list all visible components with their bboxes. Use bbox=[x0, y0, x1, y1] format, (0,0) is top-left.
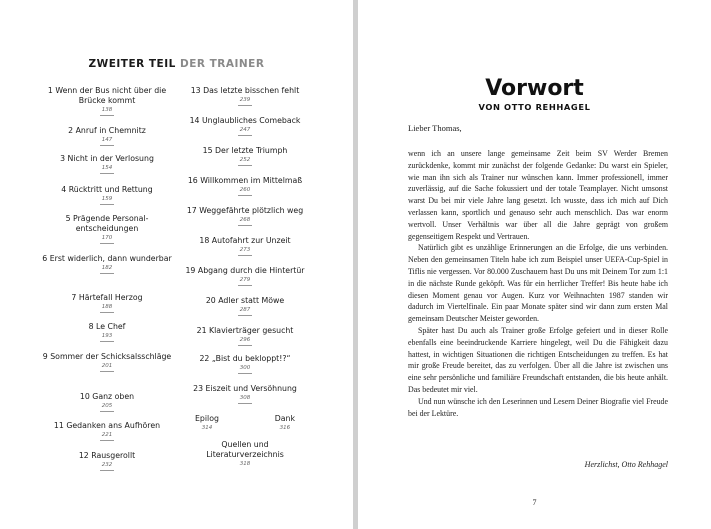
toc-entry-number: 10 bbox=[79, 392, 90, 401]
toc-entry[interactable] bbox=[180, 354, 310, 374]
toc-divider bbox=[238, 225, 252, 226]
toc-entry-text: Nicht in der Verlosung bbox=[67, 154, 154, 163]
toc-divider bbox=[100, 371, 114, 372]
letter-body bbox=[408, 148, 668, 419]
toc-entry-title bbox=[180, 176, 310, 186]
toc-entry[interactable] bbox=[42, 352, 172, 372]
toc-entry-title bbox=[42, 322, 172, 332]
toc-entry-title bbox=[42, 352, 172, 362]
toc-divider bbox=[100, 470, 114, 471]
toc-entry-page: 318 bbox=[239, 461, 251, 467]
toc-epilog-dank bbox=[195, 414, 295, 431]
toc-entry[interactable] bbox=[42, 451, 172, 471]
toc-entry-page: 314 bbox=[201, 425, 213, 431]
toc-entry-title bbox=[42, 392, 172, 402]
toc-divider bbox=[100, 411, 114, 412]
toc-entry-page: 188 bbox=[101, 304, 113, 310]
toc-divider bbox=[100, 440, 114, 441]
toc-entry-title bbox=[180, 326, 310, 336]
toc-entry[interactable] bbox=[42, 154, 172, 174]
toc-entry-number: 22 bbox=[199, 354, 210, 363]
toc-entry-text: Erst widerlich, dann wunderbar bbox=[49, 254, 172, 263]
toc-entry-number: 23 bbox=[193, 384, 204, 393]
toc-entry-page: 252 bbox=[239, 157, 251, 163]
toc-entry[interactable] bbox=[180, 266, 310, 286]
toc-entry-title: Epilog bbox=[195, 414, 219, 423]
toc-entry-title bbox=[42, 451, 172, 461]
toc-entry-title: Quellen und Literaturverzeichnis bbox=[206, 440, 284, 459]
toc-entry-page: 247 bbox=[239, 127, 251, 133]
toc-entry-page: 239 bbox=[239, 97, 251, 103]
toc-divider bbox=[238, 345, 252, 346]
part-title bbox=[0, 58, 353, 70]
toc-divider bbox=[238, 373, 252, 374]
toc-divider bbox=[238, 135, 252, 136]
toc-entry[interactable] bbox=[180, 176, 310, 196]
toc-divider bbox=[238, 165, 252, 166]
toc-entry-number: 2 bbox=[68, 126, 74, 135]
toc-entry[interactable] bbox=[180, 326, 310, 346]
letter-greeting: Lieber Thomas, bbox=[408, 123, 462, 133]
toc-entry-text: Das letzte bisschen fehlt bbox=[203, 86, 300, 95]
toc-entry-title bbox=[180, 86, 310, 96]
toc-entry-page: 287 bbox=[239, 307, 251, 313]
toc-entry-text: Unglaubliches Comeback bbox=[201, 116, 301, 125]
toc-entry-page: 205 bbox=[101, 403, 113, 409]
toc-entry[interactable] bbox=[180, 206, 310, 226]
toc-entry-text: Prägende Personal-entscheidungen bbox=[73, 214, 149, 233]
toc-entry-page: 138 bbox=[101, 107, 113, 113]
toc-entry-number: 8 bbox=[88, 322, 94, 331]
toc-entry-title bbox=[42, 86, 172, 106]
toc-divider bbox=[100, 243, 114, 244]
toc-entry-title: Dank bbox=[274, 414, 295, 423]
toc-entry-number: 5 bbox=[65, 214, 71, 223]
toc-entry-number: 15 bbox=[202, 146, 213, 155]
toc-entry-number: 14 bbox=[189, 116, 200, 125]
toc-entry-text: Der letzte Triumph bbox=[215, 146, 288, 155]
toc-entry-page: 260 bbox=[239, 187, 251, 193]
toc-entry-title bbox=[42, 421, 172, 431]
toc-entry-page: 154 bbox=[101, 165, 113, 171]
toc-entry-number: 12 bbox=[78, 451, 89, 460]
toc-entry-text: Le Chef bbox=[96, 322, 126, 331]
toc-entry-number: 17 bbox=[186, 206, 197, 215]
toc-entry-number: 4 bbox=[61, 185, 67, 194]
toc-entry-text: Wenn der Bus nicht über die Brücke kommt bbox=[55, 86, 167, 105]
toc-entry[interactable] bbox=[42, 421, 172, 441]
toc-entry-text: Abgang durch die Hintertür bbox=[197, 266, 305, 275]
toc-divider bbox=[100, 341, 114, 342]
toc-entry[interactable] bbox=[180, 296, 310, 316]
toc-entry-page: 182 bbox=[101, 265, 113, 271]
toc-entry-title bbox=[180, 354, 310, 364]
toc-entry[interactable] bbox=[42, 322, 172, 342]
toc-entry-number: 21 bbox=[196, 326, 207, 335]
toc-entry-page: 232 bbox=[101, 462, 113, 468]
part-name: DER TRAINER bbox=[179, 58, 265, 70]
toc-divider bbox=[100, 273, 114, 274]
toc-entry-page: 170 bbox=[101, 235, 113, 241]
toc-entry-title bbox=[42, 293, 172, 303]
toc-entry[interactable] bbox=[42, 126, 172, 146]
toc-entry[interactable] bbox=[180, 146, 310, 166]
toc-divider bbox=[238, 403, 252, 404]
toc-entry[interactable] bbox=[42, 392, 172, 412]
toc-entry-title bbox=[42, 126, 172, 136]
toc-entry-page: 296 bbox=[239, 337, 251, 343]
toc-entry-title bbox=[180, 116, 310, 126]
toc-divider bbox=[238, 315, 252, 316]
toc-entry[interactable] bbox=[180, 116, 310, 136]
toc-entry[interactable] bbox=[42, 293, 172, 313]
toc-entry-number: 6 bbox=[42, 254, 48, 263]
toc-divider bbox=[238, 105, 252, 106]
left-page bbox=[0, 0, 353, 529]
foreword-author: VON OTTO REHHAGEL bbox=[478, 102, 591, 112]
toc-entry-title bbox=[180, 236, 310, 246]
toc-entry-title bbox=[42, 154, 172, 164]
letter-signoff: Herzlichst, Otto Rehhagel bbox=[584, 460, 668, 469]
toc-entry-page: 279 bbox=[239, 277, 251, 283]
toc-divider bbox=[238, 195, 252, 196]
part-label: ZWEITER TEIL bbox=[88, 58, 176, 70]
toc-divider bbox=[100, 173, 114, 174]
toc-divider bbox=[238, 285, 252, 286]
toc-entry-text: Anruf in Chemnitz bbox=[75, 126, 146, 135]
toc-entry[interactable] bbox=[180, 236, 310, 256]
toc-entry-title bbox=[180, 266, 310, 276]
right-page bbox=[358, 0, 711, 529]
toc-entry-page: 221 bbox=[101, 432, 113, 438]
toc-entry-page: 300 bbox=[239, 365, 251, 371]
toc-entry-number: 7 bbox=[71, 293, 77, 302]
toc-entry-number: 3 bbox=[60, 154, 66, 163]
toc-divider bbox=[100, 204, 114, 205]
toc-entry-number: 19 bbox=[185, 266, 196, 275]
toc-entry-number: 1 bbox=[47, 86, 53, 95]
toc-entry-title bbox=[42, 254, 172, 264]
toc-entry-number: 11 bbox=[53, 421, 64, 430]
toc-entry-quellen[interactable] bbox=[180, 440, 310, 467]
toc-entry-text: Rücktritt und Rettung bbox=[68, 185, 153, 194]
toc-entry-text: Adler statt Möwe bbox=[218, 296, 285, 305]
toc-entry-dank[interactable] bbox=[275, 414, 295, 431]
toc-entry-title bbox=[42, 214, 172, 234]
toc-entry[interactable] bbox=[42, 254, 172, 274]
toc-entry-epilog[interactable] bbox=[195, 414, 219, 431]
toc-entry-text: Rausgerollt bbox=[91, 451, 136, 460]
toc-entry-page: 201 bbox=[101, 363, 113, 369]
toc-entry[interactable] bbox=[42, 86, 172, 116]
toc-entry-page: 193 bbox=[101, 333, 113, 339]
toc-divider bbox=[100, 115, 114, 116]
toc-entry-text: Klavierträger gesucht bbox=[209, 326, 294, 335]
toc-entry-number: 16 bbox=[187, 176, 198, 185]
toc-entry-text: Willkommen im Mittelmaß bbox=[200, 176, 303, 185]
toc-entry-text: Sommer der Schicksalsschläge bbox=[50, 352, 172, 361]
toc-entry-page: 316 bbox=[279, 425, 291, 431]
toc-entry-page: 159 bbox=[101, 196, 113, 202]
toc-entry-text: Eiszeit und Versöhnung bbox=[205, 384, 297, 393]
letter-paragraph: Später hast Du auch als Trainer große Erfolge gefeiert und in dieser Rolle ebenfalls eine beeindruckende Karriere hingelegt, weil Du die Fähigkeit dazu hattest, in wichtigen Situationen die richtigen Entscheidungen zu treffen. Es hat mir große Freude bereitet, das zu verfolgen. Über all die Jahre ist zwischen uns eine sehr persönliche und familiäre Freundschaft entstanden, die bis heute anhält. Das bedeutet mir viel. bbox=[408, 325, 668, 394]
foreword-heading: Vorwort bbox=[485, 76, 584, 101]
toc-entry-number: 13 bbox=[190, 86, 201, 95]
toc-entry-page: 147 bbox=[101, 137, 113, 143]
toc-entry[interactable] bbox=[180, 86, 310, 106]
toc-entry-number: 18 bbox=[199, 236, 210, 245]
toc-entry[interactable] bbox=[42, 214, 172, 244]
toc-entry-number: 9 bbox=[42, 352, 48, 361]
toc-entry-text: Gedanken ans Aufhören bbox=[66, 421, 161, 430]
toc-entry-page: 308 bbox=[239, 395, 251, 401]
toc-entry-page: 273 bbox=[239, 247, 251, 253]
toc-divider bbox=[238, 255, 252, 256]
page-number: 7 bbox=[532, 498, 537, 507]
toc-entry-text: Weggefährte plötzlich weg bbox=[199, 206, 304, 215]
toc-entry-number: 20 bbox=[205, 296, 216, 305]
toc-entry-text: Autofahrt zur Unzeit bbox=[211, 236, 291, 245]
toc-entry-text: Härtefall Herzog bbox=[78, 293, 143, 302]
toc-divider bbox=[100, 312, 114, 313]
toc-entry-title bbox=[180, 296, 310, 306]
toc-entry-title bbox=[180, 146, 310, 156]
toc-entry-text: Ganz oben bbox=[92, 392, 135, 401]
toc-entry-title bbox=[42, 185, 172, 195]
toc-entry-text: „Bist du bekloppt!?“ bbox=[211, 354, 291, 363]
letter-paragraph: wenn ich an unsere lange gemeinsame Zeit beim SV Werder Bremen zurückdenke, kommt mir zunächst der folgende Gedanke: Du warst ein Spieler, wie man ihn sich als Trainer nur wünschen kann. Immer professionell, immer zuverlässig, auf die Sache fokussiert und der totale Teamplayer. Nicht umsonst warst Du bei mir viele Jahre lang gesetzt. Ich wusste, dass ich mich auf Dich verlassen kann, sportlich und genauso sehr auch menschlich. Das war enorm wertvoll. Unser Verhältnis war über all die Jahre geprägt von großem gegenseitigem Respekt und Vertrauen. bbox=[408, 149, 668, 241]
toc-entry[interactable] bbox=[180, 384, 310, 404]
toc-divider bbox=[100, 145, 114, 146]
letter-paragraph: Natürlich gibt es unzählige Erinnerungen an die Erfolge, die uns verbinden. Neben den gemeinsamen Titeln habe ich zum Beispiel unser UEFA-Cup-Spiel in Tiflis nie vergessen. Vor 80.000 Zuschauern hast Du uns mit Deinem Tor zum 1:1 in die nächste Runde geköpft. Was für ein herrlicher Treffer! Bis heute habe ich diesen Moment genau vor Augen. Kurz vor Weihnachten 1987 standen wir dadurch im Viertelfinale. Ein paar Monate später sind wir dann zum ersten Mal gemeinsam Deutscher Meister geworden. bbox=[408, 243, 668, 324]
toc-entry[interactable] bbox=[42, 185, 172, 205]
toc-entry-title bbox=[180, 206, 310, 216]
toc-entry-title bbox=[180, 384, 310, 394]
toc-entry-page: 268 bbox=[239, 217, 251, 223]
letter-paragraph: Und nun wünsche ich den Leserinnen und Lesern Deiner Biografie viel Freude bei der Lektüre. bbox=[408, 396, 668, 418]
